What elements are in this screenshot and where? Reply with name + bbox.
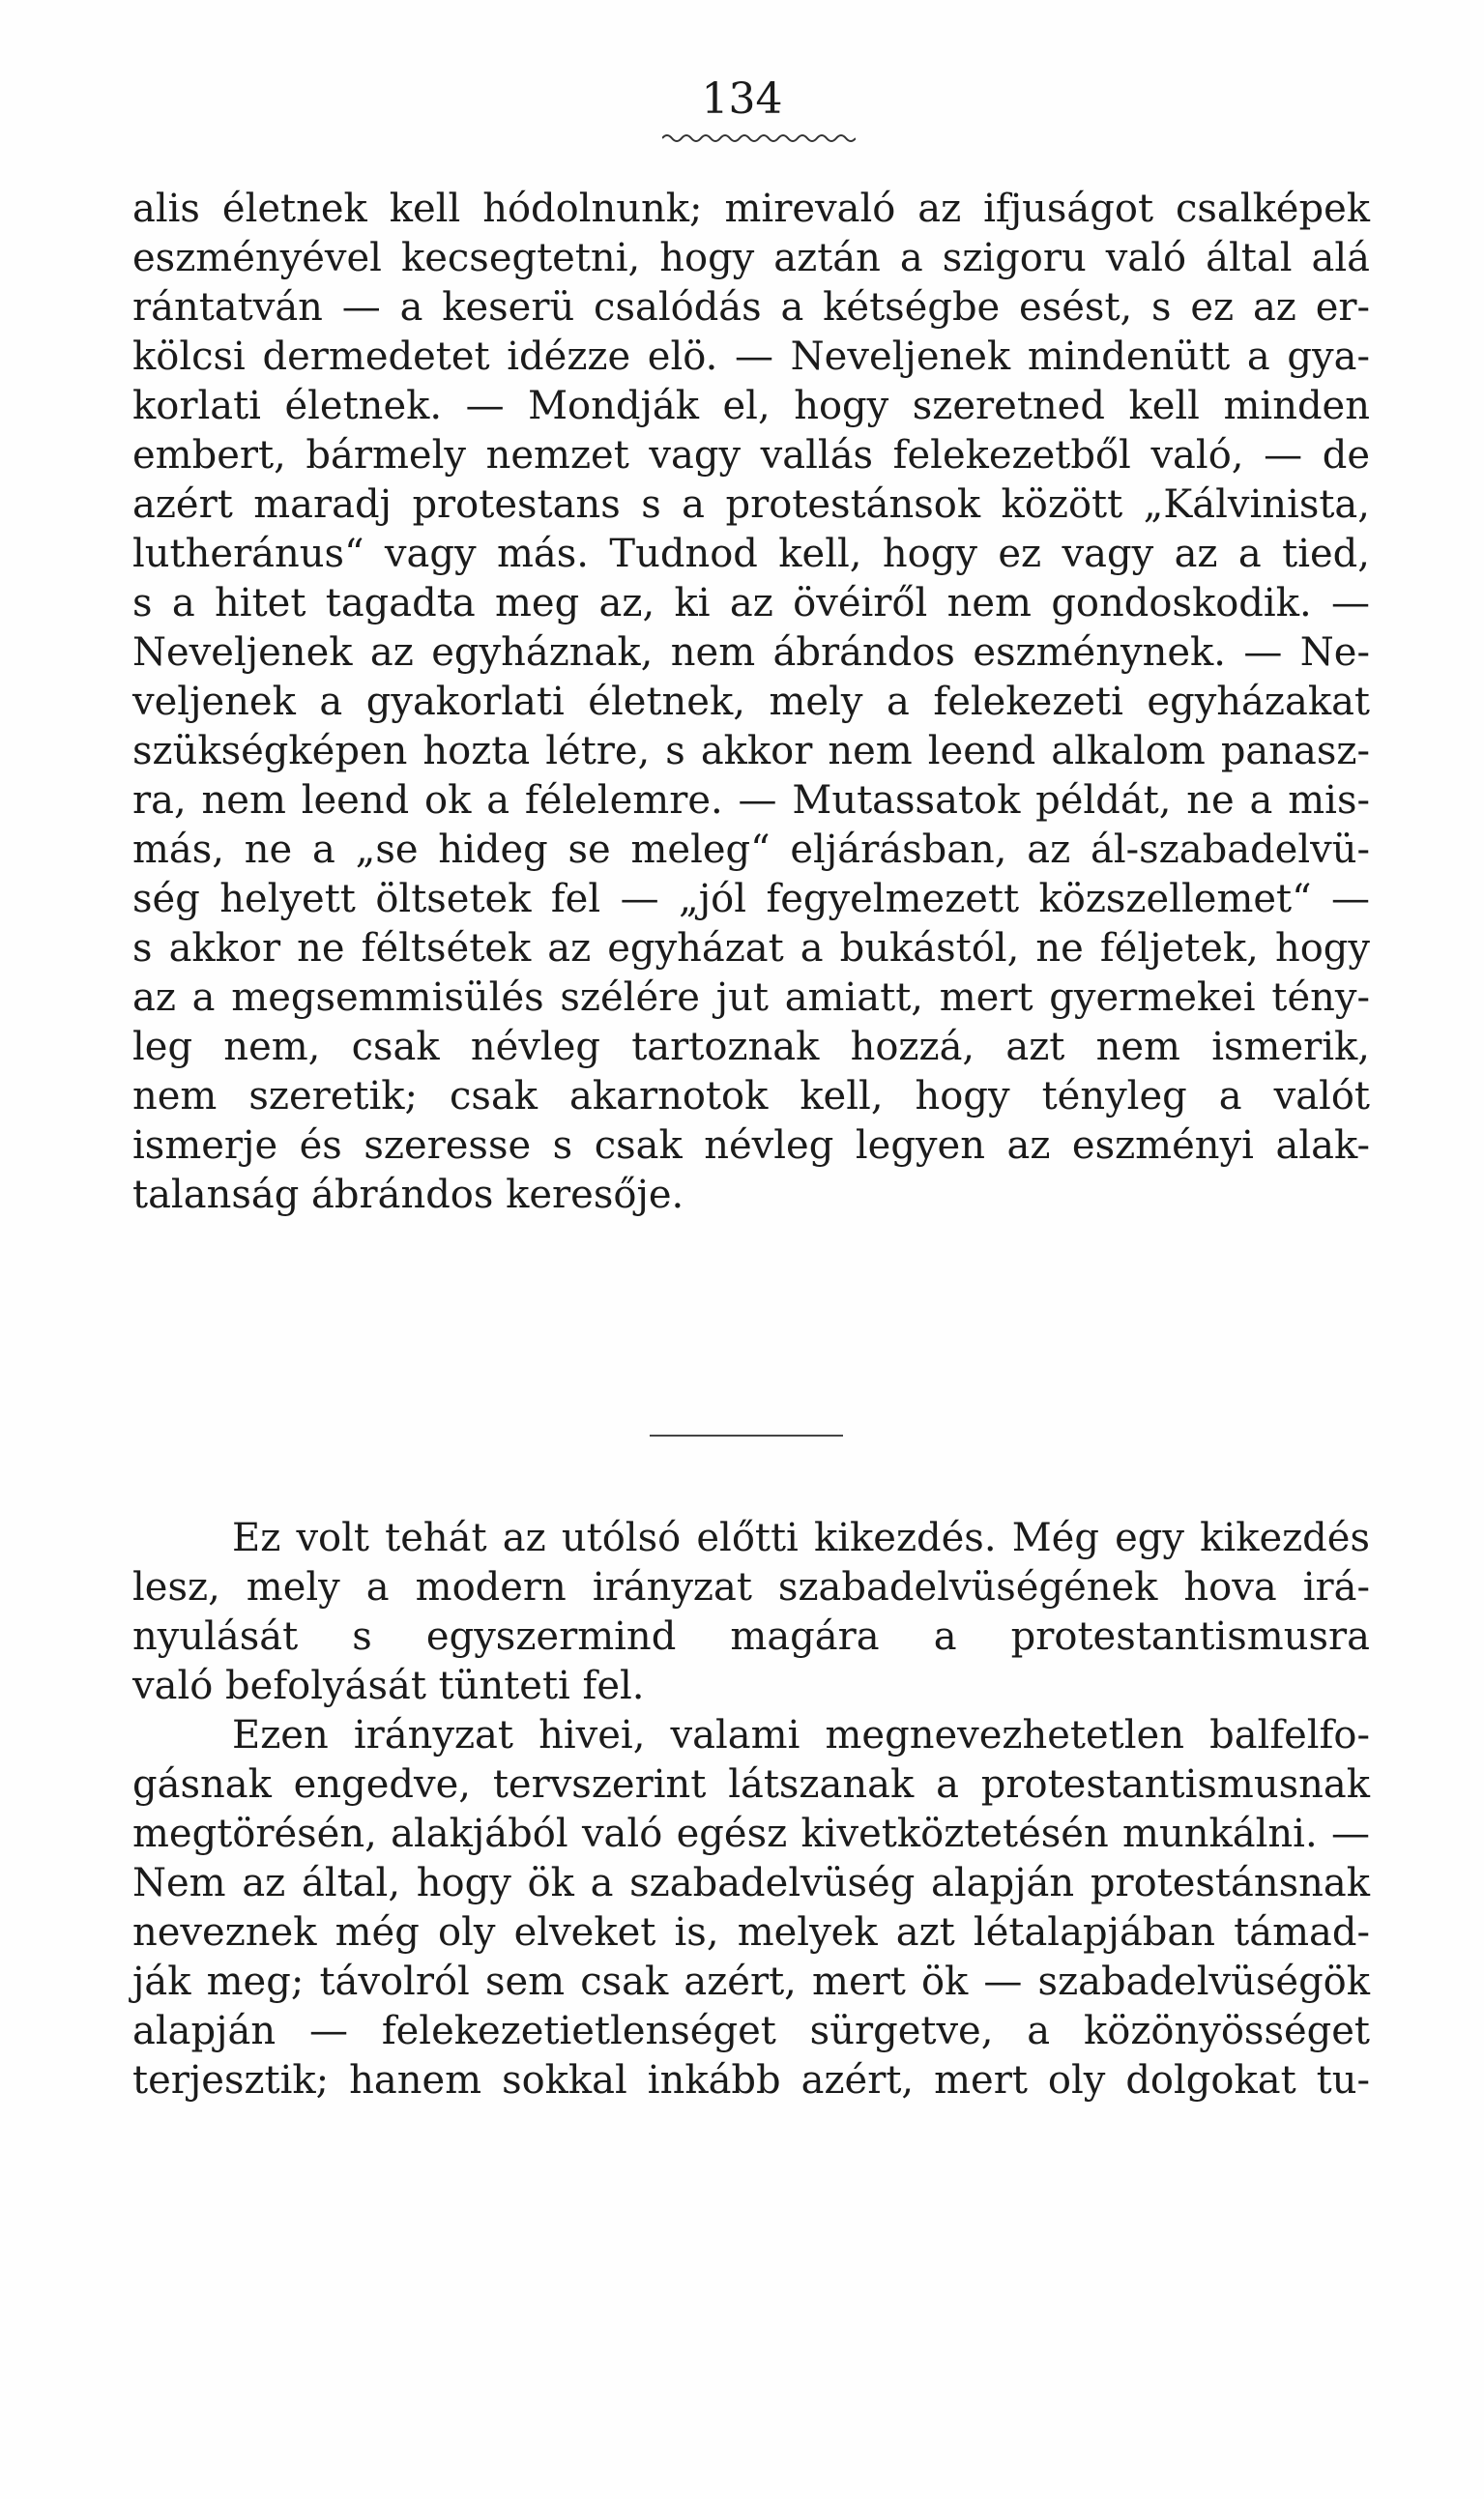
text-line: az a megsemmisülés szélére jut amiatt, mert gyermekei tény-	[132, 975, 1370, 1020]
text-line: alis életnek kell hódolnunk; mirevaló az ifjuságot csalképek	[132, 187, 1370, 231]
text-line: gásnak engedve, tervszerint látszanak a protestantismusnak	[132, 1762, 1370, 1807]
text-line: Ezen irányzat hivei, valami megnevezhetetlen balfelfo-	[232, 1713, 1370, 1758]
text-line: leg nem, csak névleg tartoznak hozzá, azt nem ismerik,	[132, 1025, 1370, 1069]
text-line: embert, bármely nemzet vagy vallás felekezetből való, — de	[132, 433, 1370, 478]
text-line: ják meg; távolról sem csak azért, mert ök — szabadelvüségök	[132, 1960, 1370, 2004]
text-line: nyulását s egyszermind magára a protestantismusra	[132, 1614, 1370, 1659]
text-line: Nem az által, hogy ök a szabadelvüség alapján protestánsnak	[132, 1861, 1370, 1905]
text-line: ismerje és szeresse s csak névleg legyen az eszményi alak-	[132, 1123, 1370, 1168]
text-line: ség helyett öltsetek fel — „jól fegyelmezett közszellemet“ —	[132, 877, 1370, 921]
wavy-rule-ornament	[662, 131, 856, 145]
text-line: neveznek még oly elveket is, melyek azt létalapjában támad-	[132, 1910, 1370, 1955]
text-line: ra, nem leend ok a félelemre. — Mutassatok példát, ne a mis-	[132, 778, 1370, 823]
section-separator	[650, 1435, 843, 1437]
text-line: Ez volt tehát az utólsó előtti kikezdés. Még egy kikezdés	[232, 1516, 1370, 1560]
text-line: alapján — felekezetietlenséget sürgetve, a közönyösséget	[132, 2009, 1370, 2053]
text-line: s a hitet tagadta meg az, ki az övéiről nem gondoskodik. —	[132, 581, 1370, 625]
text-line: azért maradj protestans s a protestánsok között „Kálvinista,	[132, 482, 1370, 527]
text-line: kölcsi dermedetet idézze elö. — Neveljenek mindenütt a gya-	[132, 334, 1370, 379]
text-line: korlati életnek. — Mondják el, hogy szeretned kell minden	[132, 384, 1370, 428]
text-line: s akkor ne féltsétek az egyházat a bukástól, ne féljetek, hogy	[132, 926, 1370, 971]
text-line: való befolyását tünteti fel.	[132, 1664, 645, 1708]
text-line: lesz, mely a modern irányzat szabadelvüségének hova irá-	[132, 1565, 1370, 1610]
text-line: talanság ábrándos keresője.	[132, 1173, 684, 1217]
text-line: nem szeretik; csak akarnotok kell, hogy tényleg a valót	[132, 1074, 1370, 1119]
text-line: megtörésén, alakjából való egész kivetköztetésén munkálni. —	[132, 1812, 1370, 1856]
text-line: más, ne a „se hideg se meleg“ eljárásban, az ál-szabadelvü-	[132, 828, 1370, 872]
text-line: eszményével kecsegtetni, hogy aztán a szigoru való által alá	[132, 236, 1370, 280]
text-line: Neveljenek az egyháznak, nem ábrándos eszménynek. — Ne-	[132, 630, 1370, 675]
text-line: rántatván — a keserü csalódás a kétségbe esést, s ez az er-	[132, 285, 1370, 330]
text-line: veljenek a gyakorlati életnek, mely a felekezeti egyházakat	[132, 680, 1370, 724]
text-line: szükségképen hozta létre, s akkor nem leend alkalom panasz-	[132, 729, 1370, 773]
page-number: 134	[701, 74, 783, 124]
text-line: lutheránus“ vagy más. Tudnod kell, hogy ez vagy az a tied,	[132, 532, 1370, 576]
text-line: terjesztik; hanem sokkal inkább azért, mert oly dolgokat tu-	[132, 2058, 1370, 2103]
